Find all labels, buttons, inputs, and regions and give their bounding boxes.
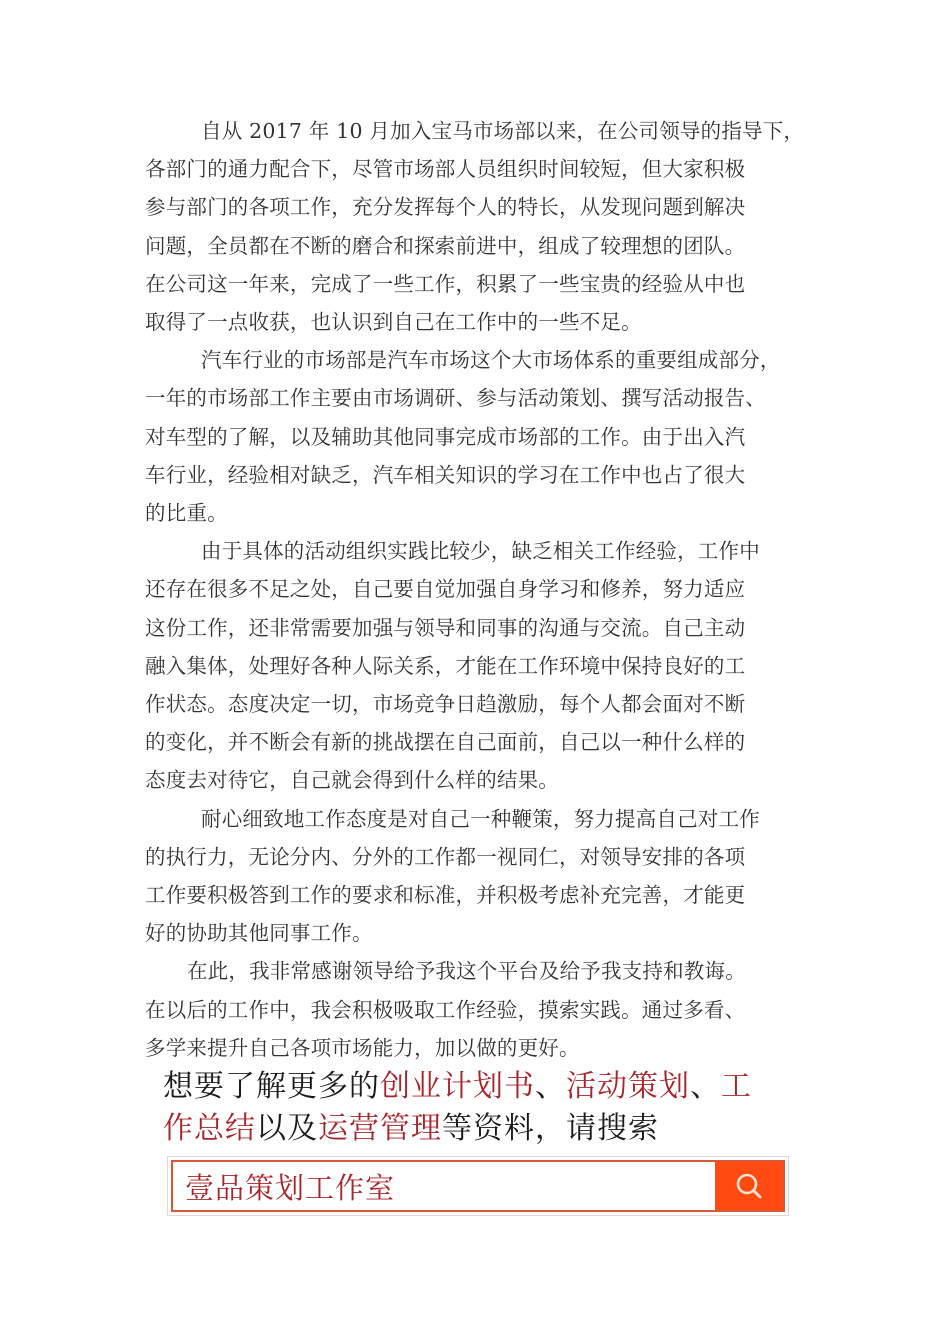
document-body bbox=[145, 112, 817, 1067]
promo-link-work-summary-end: 作总结 bbox=[163, 1111, 256, 1146]
promo-banner-text bbox=[163, 1066, 803, 1150]
paragraph-1 bbox=[145, 112, 817, 341]
text-line: 在公司这一年来，完成了一些工作，积累了一些宝贵的经验从中也 bbox=[145, 271, 746, 296]
promo-separator: 、 bbox=[535, 1069, 566, 1104]
text-line: 在以后的工作中，我会积极吸取工作经验，摸索实践。通过多看、 bbox=[145, 997, 746, 1022]
paragraph-3 bbox=[145, 532, 817, 799]
search-bar bbox=[167, 1156, 789, 1216]
text-line: 在此，我非常感谢领导给予我这个平台及给予我支持和教诲。 bbox=[187, 959, 746, 984]
promo-link-operations: 运营管理 bbox=[318, 1111, 442, 1146]
promo-link-event-planning: 活动策划 bbox=[566, 1069, 690, 1104]
text-line: 问题，全员都在不断的磨合和探索前进中，组成了较理想的团队。 bbox=[145, 233, 746, 258]
text-line: 参与部门的各项工作，充分发挥每个人的特长，从发现问题到解决 bbox=[145, 195, 746, 220]
text-line: 还存在很多不足之处，自己要自觉加强自身学习和修养，努力适应 bbox=[145, 577, 746, 602]
search-box bbox=[171, 1160, 785, 1212]
promo-link-work-summary-start: 工 bbox=[721, 1069, 752, 1104]
text-line: 由于具体的活动组织实践比较少，缺乏相关工作经验，工作中 bbox=[201, 539, 760, 564]
text-line: 一年的市场部工作主要由市场调研、参与活动策划、撰写活动报告、 bbox=[145, 386, 766, 411]
text-line: 态度去对待它，自己就会得到什么样的结果。 bbox=[145, 768, 559, 793]
text-line: 的执行力，无论分内、分外的工作都一视同仁，对领导安排的各项 bbox=[145, 844, 746, 869]
text-line: 多学来提升自己各项市场能力，加以做的更好。 bbox=[145, 1035, 580, 1060]
paragraph-4 bbox=[145, 800, 817, 953]
paragraph-2 bbox=[145, 341, 817, 532]
text-line: 各部门的通力配合下，尽管市场部人员组织时间较短，但大家积极 bbox=[145, 157, 746, 182]
search-button[interactable] bbox=[715, 1162, 783, 1210]
promo-line-2 bbox=[163, 1108, 803, 1150]
text-line: 自从 2017 年 10 月加入宝马市场部以来，在公司领导的指导下， bbox=[201, 119, 805, 143]
text-line: 融入集体，处理好各种人际关系，才能在工作环境中保持良好的工 bbox=[145, 653, 746, 678]
promo-suffix: 等资料，请搜索 bbox=[442, 1111, 659, 1146]
text-line: 取得了一点收获，也认识到自己在工作中的一些不足。 bbox=[145, 310, 642, 335]
text-line: 工作要积极答到工作的要求和标准，并积极考虑补充完善，才能更 bbox=[145, 883, 746, 908]
promo-link-business-plan: 创业计划书 bbox=[380, 1069, 535, 1104]
promo-separator: 、 bbox=[690, 1069, 721, 1104]
text-line: 这份工作，还非常需要加强与领导和同事的沟通与交流。自己主动 bbox=[145, 615, 746, 640]
text-line: 耐心细致地工作态度是对自己一种鞭策，努力提高自己对工作 bbox=[201, 806, 760, 831]
promo-connector: 以及 bbox=[256, 1111, 318, 1146]
text-line: 好的协助其他同事工作。 bbox=[145, 921, 373, 946]
text-line: 对车型的了解，以及辅助其他同事完成市场部的工作。由于出入汽 bbox=[145, 424, 746, 449]
text-line: 作状态。态度决定一切，市场竞争日趋激励，每个人都会面对不断 bbox=[145, 692, 746, 717]
promo-prefix: 想要了解更多的 bbox=[163, 1069, 380, 1104]
text-line: 的比重。 bbox=[145, 501, 228, 526]
search-icon bbox=[734, 1171, 764, 1201]
text-line: 的变化，并不断会有新的挑战摆在自己面前，自己以一种什么样的 bbox=[145, 730, 746, 755]
text-line: 汽车行业的市场部是汽车市场这个大市场体系的重要组成部分， bbox=[201, 348, 781, 373]
search-input[interactable]: 壹品策划工作室 bbox=[173, 1162, 715, 1210]
text-line: 车行业，经验相对缺乏，汽车相关知识的学习在工作中也占了很大 bbox=[145, 462, 746, 487]
paragraph-5 bbox=[145, 952, 817, 1067]
promo-line-1 bbox=[163, 1066, 803, 1108]
